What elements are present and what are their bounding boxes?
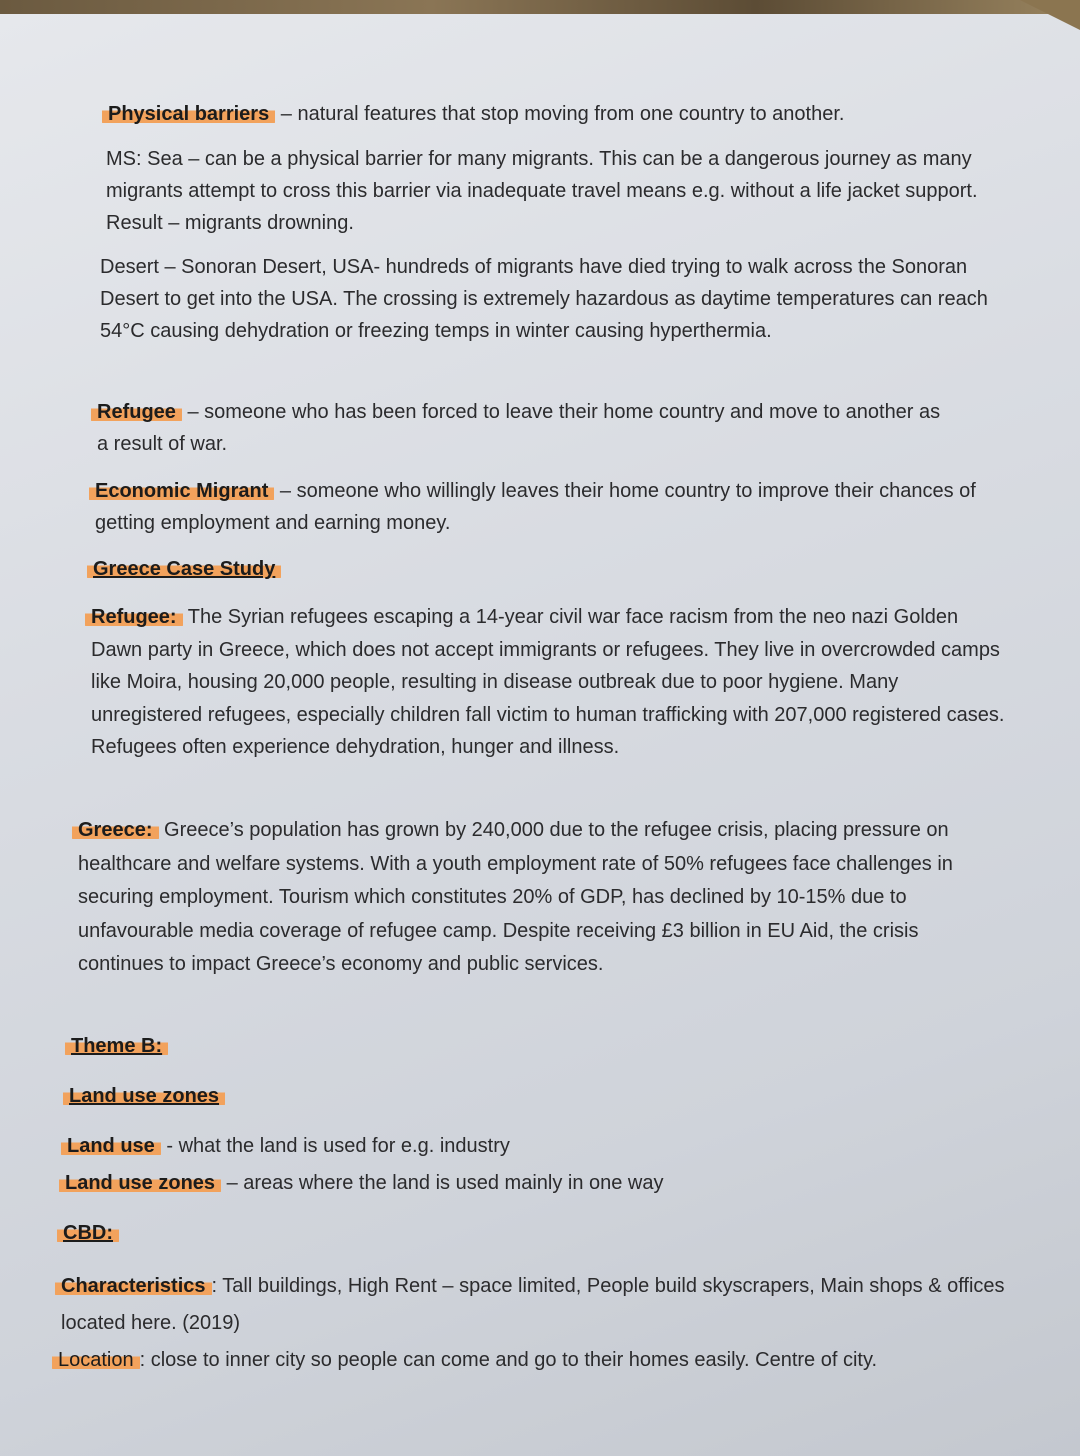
heading-text: Greece Case Study: [87, 558, 281, 580]
land-use-zones-heading: [69, 1080, 225, 1112]
term-highlight: Refugee:: [85, 606, 183, 628]
definition-text: – areas where the land is used mainly in one way: [221, 1172, 664, 1194]
paragraph-text: : close to inner city so people can come and go to their homes easily. Centre of city.: [139, 1349, 878, 1371]
economic-migrant-definition: [95, 475, 995, 539]
term-highlight: Characteristics: [55, 1275, 212, 1297]
physical-barriers-definition: [108, 98, 1008, 130]
definition-text: – someone who has been forced to leave their home country and move to another as a result of war.: [97, 401, 941, 455]
term-highlight: Refugee: [91, 401, 182, 423]
table-edge: [0, 0, 1080, 14]
refugee-definition: [97, 396, 947, 460]
term-highlight: Physical barriers: [102, 103, 275, 125]
land-use-zones-definition: [65, 1167, 965, 1199]
land-use-definition: [67, 1130, 967, 1162]
paragraph-text: The Syrian refugees escaping a 14-year civil war face racism from the neo nazi Golden Dawn party in Greece, which does not accept immigrants or refugees. They live in overcrowded camps like Moira, housing 20,000 people, resulting in disease outbreak due to poor hygiene. Many unregistered refugees, especially children fall victim to human trafficking with 207,000 registered cases. Refugees often experience dehydration, hunger and illness.: [91, 606, 1005, 758]
ms-sea-paragraph: MS: Sea – can be a physical barrier for many migrants. This can be a dangerous journey as many migrants attempt to cross this barrier via inadequate travel means e.g. without a life jacket support. Result – migrants drowning.: [106, 148, 978, 234]
heading-text: Land use zones: [63, 1085, 225, 1107]
table-corner: [1020, 0, 1080, 30]
term-highlight: Land use zones: [59, 1172, 221, 1194]
characteristics-paragraph: [61, 1268, 1026, 1342]
desert-paragraph: Desert – Sonoran Desert, USA- hundreds of migrants have died trying to walk across the Sonoran Desert to get into the USA. The crossing is extremely hazardous as daytime temperatures can reach 54°C causing dehydration or freezing temps in winter causing hyperthermia.: [100, 256, 988, 342]
definition-text: – natural features that stop moving from one country to another.: [275, 103, 845, 125]
term-highlight: Location: [52, 1349, 140, 1371]
paragraph-text: Greece’s population has grown by 240,000 due to the refugee crisis, placing pressure on healthcare and welfare systems. With a youth employment rate of 50% refugees face challenges in securing employment. Tourism which constitutes 20% of GDP, has declined by 10-15% due to unfavourable media coverage of refugee camp. Despite receiving £3 billion in EU Aid, the crisis continues to impact Greece’s economy and public services.: [78, 819, 953, 975]
theme-b-heading: [71, 1030, 168, 1062]
case-study-heading: [93, 553, 281, 585]
greece-case-paragraph: [78, 814, 993, 982]
refugee-case-paragraph: [91, 601, 1011, 764]
definition-text: – someone who willingly leaves their home country to improve their chances of getting employment and earning money.: [95, 480, 976, 534]
paragraph-text: : Tall buildings, High Rent – space limited, People build skyscrapers, Main shops & offices located here. (2019): [61, 1275, 1005, 1334]
cbd-heading: [63, 1217, 119, 1249]
term-highlight: Greece:: [72, 819, 159, 841]
heading-text: CBD:: [57, 1222, 119, 1244]
term-highlight: Land use: [61, 1135, 161, 1157]
heading-text: Theme B:: [65, 1035, 168, 1057]
definition-text: - what the land is used for e.g. industry: [160, 1135, 510, 1157]
term-highlight: Economic Migrant: [89, 480, 274, 502]
location-paragraph: [58, 1342, 1008, 1379]
